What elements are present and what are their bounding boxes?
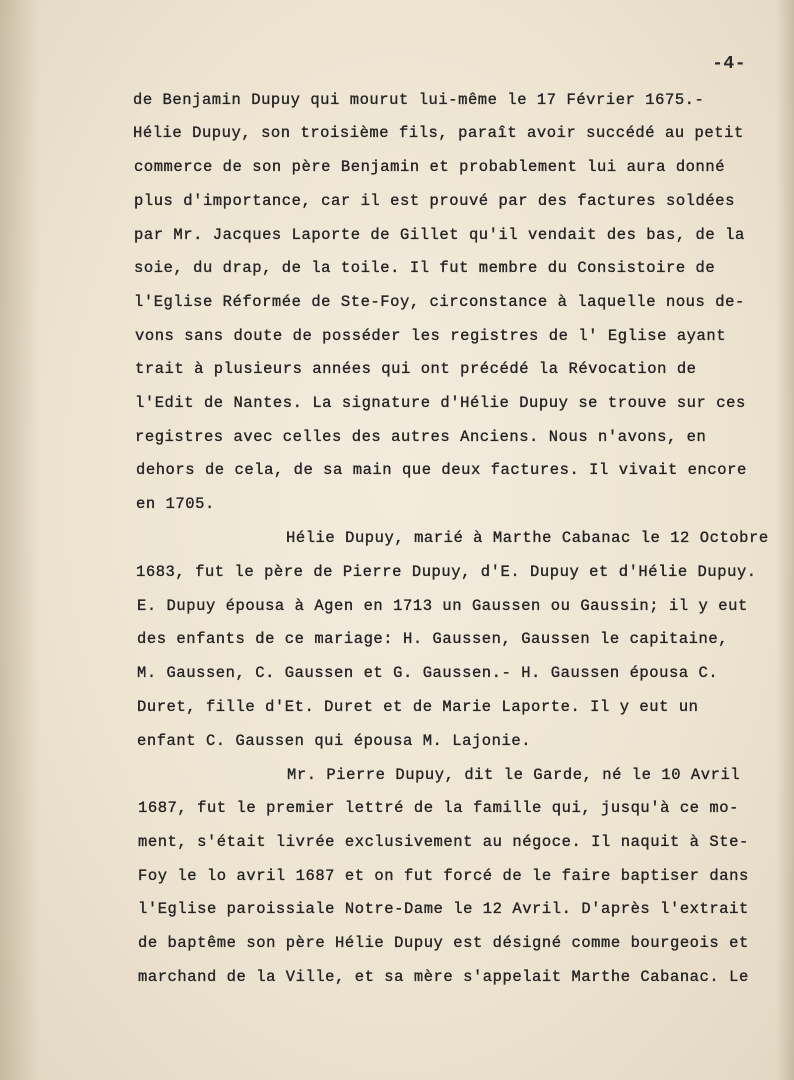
text-line: marchand de la Ville, et sa mère s'appelait Marthe Cabanac. Le [138, 968, 749, 986]
text-line: 1683, fut le père de Pierre Dupuy, d'E. Dupuy et d'Hélie Dupuy. [136, 563, 757, 581]
text-line: 1687, fut le premier lettré de la famille qui, jusqu'à ce mo- [138, 799, 739, 817]
text-line: l'Eglise Réformée de Ste-Foy, circonstance à laquelle nous de- [134, 293, 745, 311]
text-line: de baptême son père Hélie Dupuy est désigné comme bourgeois et [138, 934, 749, 952]
text-line: ment, s'était livrée exclusivement au négoce. Il naquit à Ste- [138, 833, 749, 851]
text-line: registres avec celles des autres Anciens. Nous n'avons, en [135, 428, 707, 446]
text-line: commerce de son père Benjamin et probablement lui aura donné [134, 158, 726, 176]
text-line: par Mr. Jacques Laporte de Gillet qu'il vendait des bas, de la [134, 226, 745, 244]
text-line: plus d'importance, car il est prouvé par des factures soldées [134, 192, 735, 210]
text-line: Foy le lo avril 1687 et on fut forcé de le faire baptiser dans [138, 867, 749, 885]
text-line: Duret, fille d'Et. Duret et de Marie Laporte. Il y eut un [137, 698, 699, 716]
text-line: Mr. Pierre Dupuy, dit le Garde, né le 10 Avril [287, 766, 741, 784]
text-line: l'Edit de Nantes. La signature d'Hélie Dupuy se trouve sur ces [135, 394, 746, 412]
text-line: de Benjamin Dupuy qui mourut lui-même le 17 Février 1675.- [133, 91, 705, 109]
text-line: trait à plusieurs années qui ont précédé la Révocation de [135, 360, 697, 378]
text-line: enfant C. Gaussen qui épousa M. Lajonie. [137, 732, 532, 750]
text-line: en 1705. [136, 495, 215, 513]
text-line: des enfants de ce mariage: H. Gaussen, Gaussen le capitaine, [137, 630, 729, 648]
text-line: l'Eglise paroissiale Notre-Dame le 12 Avril. D'après l'extrait [138, 900, 749, 918]
text-line: vons sans doute de posséder les registres de l' Eglise ayant [135, 327, 727, 345]
text-line: Hélie Dupuy, marié à Marthe Cabanac le 12 Octobre [286, 529, 769, 547]
text-line: soie, du drap, de la toile. Il fut membre du Consistoire de [134, 259, 716, 277]
text-line: dehors de cela, de sa main que deux factures. Il vivait encore [136, 461, 747, 479]
page-number: -4- [712, 54, 746, 74]
text-line: Hélie Dupuy, son troisième fils, paraît avoir succédé au petit [133, 124, 744, 142]
text-line: E. Dupuy épousa à Agen en 1713 un Gaussen ou Gaussin; il y eut [137, 597, 748, 615]
text-line: M. Gaussen, C. Gaussen et G. Gaussen.- H. Gaussen épousa C. [137, 664, 719, 682]
